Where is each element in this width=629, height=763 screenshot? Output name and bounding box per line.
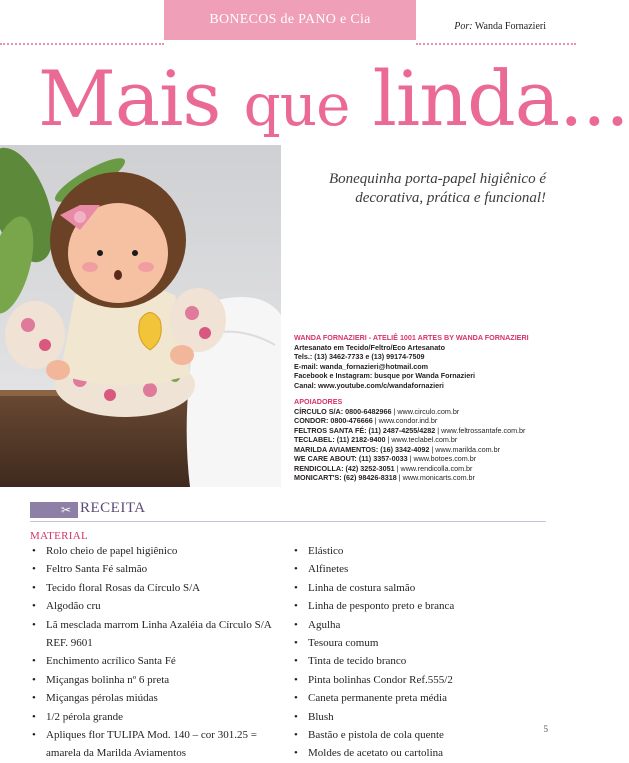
credits-block xyxy=(294,333,564,483)
supporter-row: CÍRCULO S/A: 0800-6482966 | www.circulo.com.br xyxy=(294,406,460,416)
dotted-rule-right xyxy=(416,43,576,45)
supporter-row: RENDICOLLA: (42) 3252-3051 | www.rendicolla.com.br xyxy=(294,463,473,473)
title-part-2: que xyxy=(243,71,350,139)
list-item: • Blush xyxy=(292,708,532,726)
material-heading: MATERIAL xyxy=(30,530,89,542)
recipe-heading: RECEITA xyxy=(80,500,146,516)
list-item: • Rolo cheio de papel higiênico xyxy=(30,542,280,560)
supporters-heading: APOIADORES xyxy=(294,397,343,406)
list-item: • Apliques flor TULIPA Mod. 140 – cor 301.25 = amarela da Marilda Aviamentos xyxy=(30,726,280,763)
title-part-3: linda... xyxy=(349,54,629,143)
recipe-divider xyxy=(30,521,546,522)
supporter-site: www.botoes.com.br xyxy=(413,454,477,463)
list-item: • Tecido floral Rosas da Círculo S/A xyxy=(30,579,280,597)
supporter-row: FELTROS SANTA FÉ: (11) 2487-4255/4282 | www.feltrossantafe.com.br xyxy=(294,425,526,435)
subtitle: Bonequinha porta-papel higiênico é decorativa, prática e funcional! xyxy=(328,171,546,206)
supporter-site: www.feltrossantafe.com.br xyxy=(441,425,526,435)
dotted-rule-left xyxy=(0,43,164,45)
credits-line: Facebook e Instagram: busque por Wanda Fornazieri xyxy=(294,371,476,380)
credits-line: Tels.: (13) 3462-7733 e (13) 99174-7509 xyxy=(294,352,425,361)
credits-heading: WANDA FORNAZIERI - ATELIÊ 1001 ARTES BY WANDA FORNAZIERI xyxy=(294,333,529,342)
list-item: • Bastão e pistola de cola quente xyxy=(292,726,532,744)
supporter-row: TECLABEL: (11) 2182-9400 | www.teclabel.com.br xyxy=(294,435,458,444)
list-item: • Caneta permanente preta média xyxy=(292,689,532,707)
byline-author: Wanda Fornazieri xyxy=(474,21,546,32)
title-part-1: Mais xyxy=(38,54,244,143)
supporter-name: FELTROS SANTA FÉ: (11) 2487-4255/4282 xyxy=(294,425,436,435)
list-item: • Miçangas bolinha nº 6 preta xyxy=(30,671,280,689)
supporter-name: TECLABEL: (11) 2182-9400 xyxy=(294,435,386,444)
materials-list-left xyxy=(30,542,280,763)
supporter-name: CÍRCULO S/A: 0800-6482966 xyxy=(294,406,392,416)
list-item: • Alfinetes xyxy=(292,560,532,578)
list-item: • 1/2 pérola grande xyxy=(30,708,280,726)
list-item: • Tesoura comum xyxy=(292,634,532,652)
list-item: • Agulha xyxy=(292,616,532,634)
list-item: • Lã mesclada marrom Linha Azaléia da Círculo S/A REF. 9601 xyxy=(30,616,280,653)
supporter-name: RENDICOLLA: (42) 3252-3051 xyxy=(294,463,395,473)
supporter-name: MONICART'S: (62) 98426-8318 xyxy=(294,473,397,482)
list-item: • Linha de costura salmão xyxy=(292,579,532,597)
supporter-row: CONDOR: 0800-476666 | www.condor.ind.br xyxy=(294,416,438,425)
list-item: • Feltro Santa Fé salmão xyxy=(30,560,280,578)
supporter-row: MARILDA AVIAMENTOS: (16) 3342-4092 | www.marilda.com.br xyxy=(294,444,500,454)
materials-list-right xyxy=(292,542,532,763)
section-header xyxy=(164,0,416,40)
list-item: • Enchimento acrílico Santa Fé xyxy=(30,652,280,670)
supporter-site: www.marilda.com.br xyxy=(435,444,500,454)
section-label: BONECOS de PANO e Cia xyxy=(209,12,371,27)
credits-line: Artesanato em Tecido/Feltro/Eco Artesanato xyxy=(294,342,445,352)
list-item: • Miçangas pérolas miúdas xyxy=(30,689,280,707)
supporter-name: CONDOR: 0800-476666 xyxy=(294,416,373,425)
doll-photo-illustration xyxy=(0,145,281,487)
list-item: • Moldes de acetato ou cartolina xyxy=(292,744,532,762)
credits-line: Canal: www.youtube.com/c/wandafornazieri xyxy=(294,380,444,390)
supporter-row: WE CARE ABOUT: (11) 3357-0033 | www.botoes.com.br xyxy=(294,454,477,463)
supporter-name: MARILDA AVIAMENTOS: (16) 3342-4092 xyxy=(294,444,430,454)
doll-photo xyxy=(0,145,281,487)
supporter-site: www.teclabel.com.br xyxy=(391,435,458,444)
supporter-site: www.condor.ind.br xyxy=(378,416,438,425)
credits-line: E-mail: wanda_fornazieri@hotmail.com xyxy=(294,361,429,371)
list-item: • Linha de pesponto preto e branca xyxy=(292,597,532,615)
list-item: • Algodão cru xyxy=(30,597,280,615)
list-item: • Elástico xyxy=(292,542,532,560)
page-title xyxy=(38,54,629,150)
supporter-site: www.circulo.com.br xyxy=(397,406,460,416)
supporter-site: www.monicarts.com.br xyxy=(402,473,475,482)
scissors-icon: ✂ xyxy=(60,503,72,517)
list-item: • Tinta de tecido branco xyxy=(292,652,532,670)
supporter-site: www.rendicolla.com.br xyxy=(400,463,473,473)
byline xyxy=(454,21,546,32)
page-number: 5 xyxy=(543,724,548,734)
list-item: • Pinta bolinhas Condor Ref.555/2 xyxy=(292,671,532,689)
supporter-row: MONICART'S: (62) 98426-8318 | www.monicarts.com.br xyxy=(294,473,475,482)
byline-prefix: Por: xyxy=(454,21,473,32)
supporter-name: WE CARE ABOUT: (11) 3357-0033 xyxy=(294,454,408,463)
